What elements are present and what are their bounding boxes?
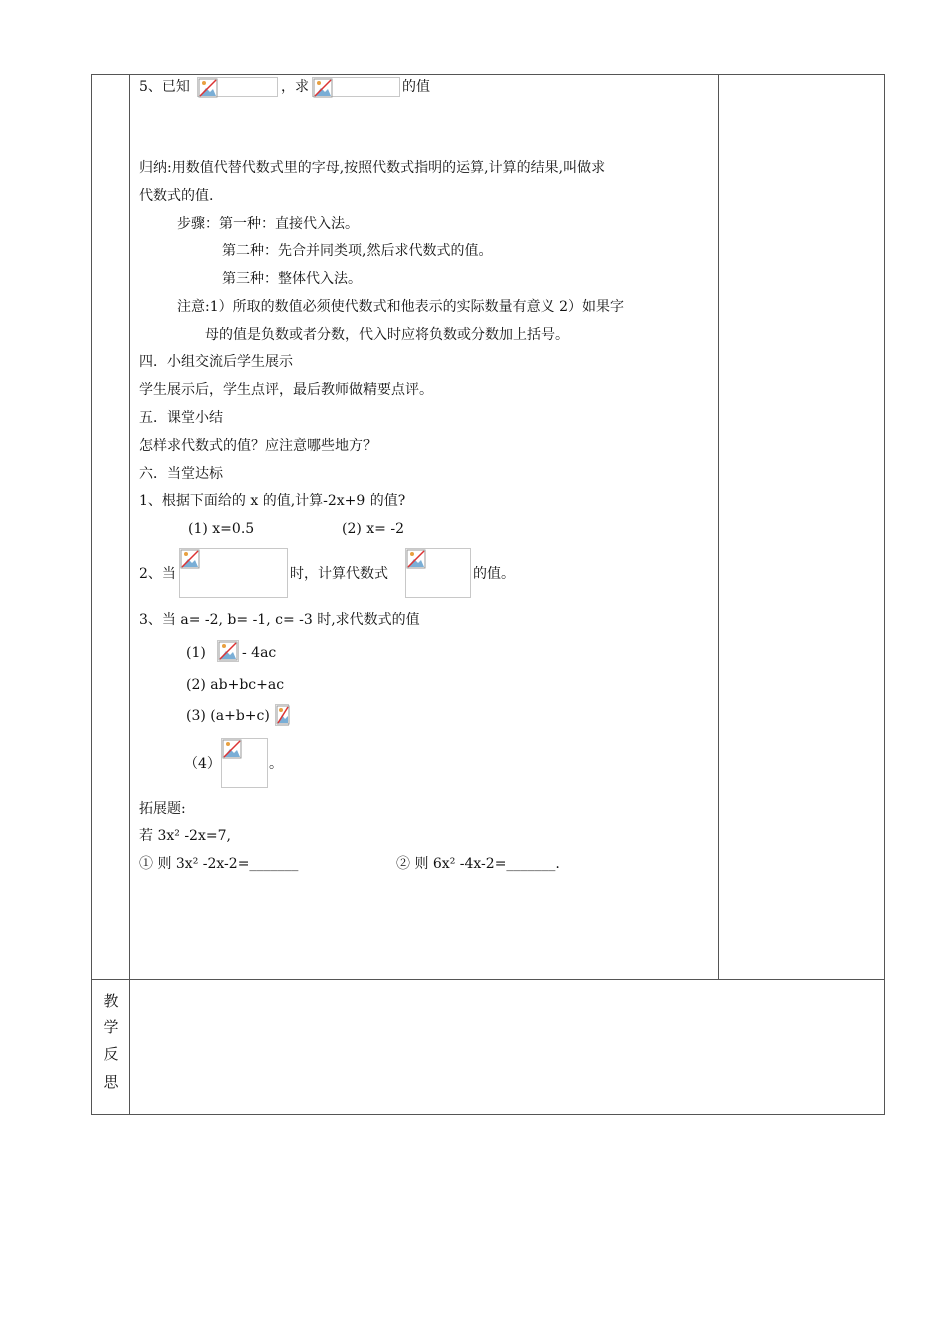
broken-image-icon (218, 641, 238, 661)
problem5-prefix: 5、已知 (139, 79, 190, 95)
table-bottom-border (91, 1114, 885, 1115)
formula-image-placeholder (405, 548, 471, 598)
problem5-mid: ，求 (281, 79, 309, 95)
summary-line2: 代数式的值. (139, 188, 214, 204)
section4-title: 四．小组交流后学生展示 (139, 354, 293, 370)
exercise3-1-suffix: - 4ac (242, 645, 277, 661)
exercise2-mid: 时，计算代数式 (290, 566, 388, 582)
exercise2-suffix: 的值。 (473, 566, 515, 582)
formula-image-placeholder (217, 640, 239, 662)
exercise3-1-label: (1) (186, 645, 206, 661)
column-divider-left (129, 74, 130, 1115)
exercise3-4-label: （4） (184, 756, 221, 772)
reflection-label-char: 学 (103, 1018, 119, 1036)
steps-third: 第三种：整体代入法。 (222, 271, 362, 287)
broken-image-icon (313, 78, 333, 98)
row-divider (91, 979, 885, 980)
formula-image-placeholder (197, 77, 278, 97)
extension-q2: ② 则 6x² -4x-2=_______. (396, 856, 560, 872)
exercise3-4-suffix: 。 (269, 756, 283, 772)
formula-image-placeholder (275, 704, 289, 726)
reflection-label-char: 教 (103, 992, 119, 1010)
exercise3: 3、当 a= -2, b= -1, c= -3 时,求代数式的值 (139, 612, 420, 628)
steps-first: 步骤：第一种：直接代入法。 (177, 216, 359, 232)
formula-image-placeholder (221, 738, 268, 788)
column-divider-right (718, 74, 719, 980)
section6-title: 六．当堂达标 (139, 466, 223, 482)
exercise1: 1、根据下面给的 x 的值,计算-2x+9 的值? (139, 493, 406, 509)
extension-q1: ① 则 3x² -2x-2=_______ (139, 856, 299, 872)
table-right-border (884, 74, 885, 1115)
exercise2-prefix: 2、当 (139, 566, 176, 582)
broken-image-icon (276, 705, 290, 725)
note-line2: 母的值是负数或者分数，代入时应将负数或分数加上括号。 (205, 327, 569, 343)
exercise3-2: (2) ab+bc+ac (186, 677, 285, 693)
extension-given: 若 3x² -2x=7, (139, 828, 231, 844)
exercise3-3: (3) (a+b+c) (186, 708, 270, 724)
extension-title: 拓展题: (139, 801, 186, 817)
table-top-border (91, 74, 885, 75)
note-line1: 注意:1）所取的数值必须使代数式和他表示的实际数量有意义 2）如果字 (177, 299, 624, 315)
formula-image-placeholder (179, 548, 288, 598)
section5-body: 怎样求代数式的值？应注意哪些地方？ (139, 438, 377, 454)
exercise1-a: (1) x=0.5 (188, 521, 255, 537)
summary-line1: 归纳:用数值代替代数式里的字母,按照代数式指明的运算,计算的结果,叫做求 (139, 160, 606, 176)
table-left-border (91, 74, 92, 1115)
broken-image-icon (222, 739, 242, 759)
broken-image-icon (406, 549, 426, 569)
problem5-suffix: 的值 (402, 79, 430, 95)
section5-title: 五．课堂小结 (139, 410, 223, 426)
steps-second: 第二种：先合并同类项,然后求代数式的值。 (222, 243, 493, 259)
reflection-label-char: 反 (103, 1045, 119, 1063)
formula-image-placeholder (312, 77, 400, 97)
broken-image-icon (180, 549, 200, 569)
reflection-label-char: 思 (103, 1073, 119, 1091)
exercise1-b: (2) x= -2 (342, 521, 404, 537)
broken-image-icon (198, 78, 218, 98)
section4-body: 学生展示后，学生点评，最后教师做精要点评。 (139, 382, 433, 398)
